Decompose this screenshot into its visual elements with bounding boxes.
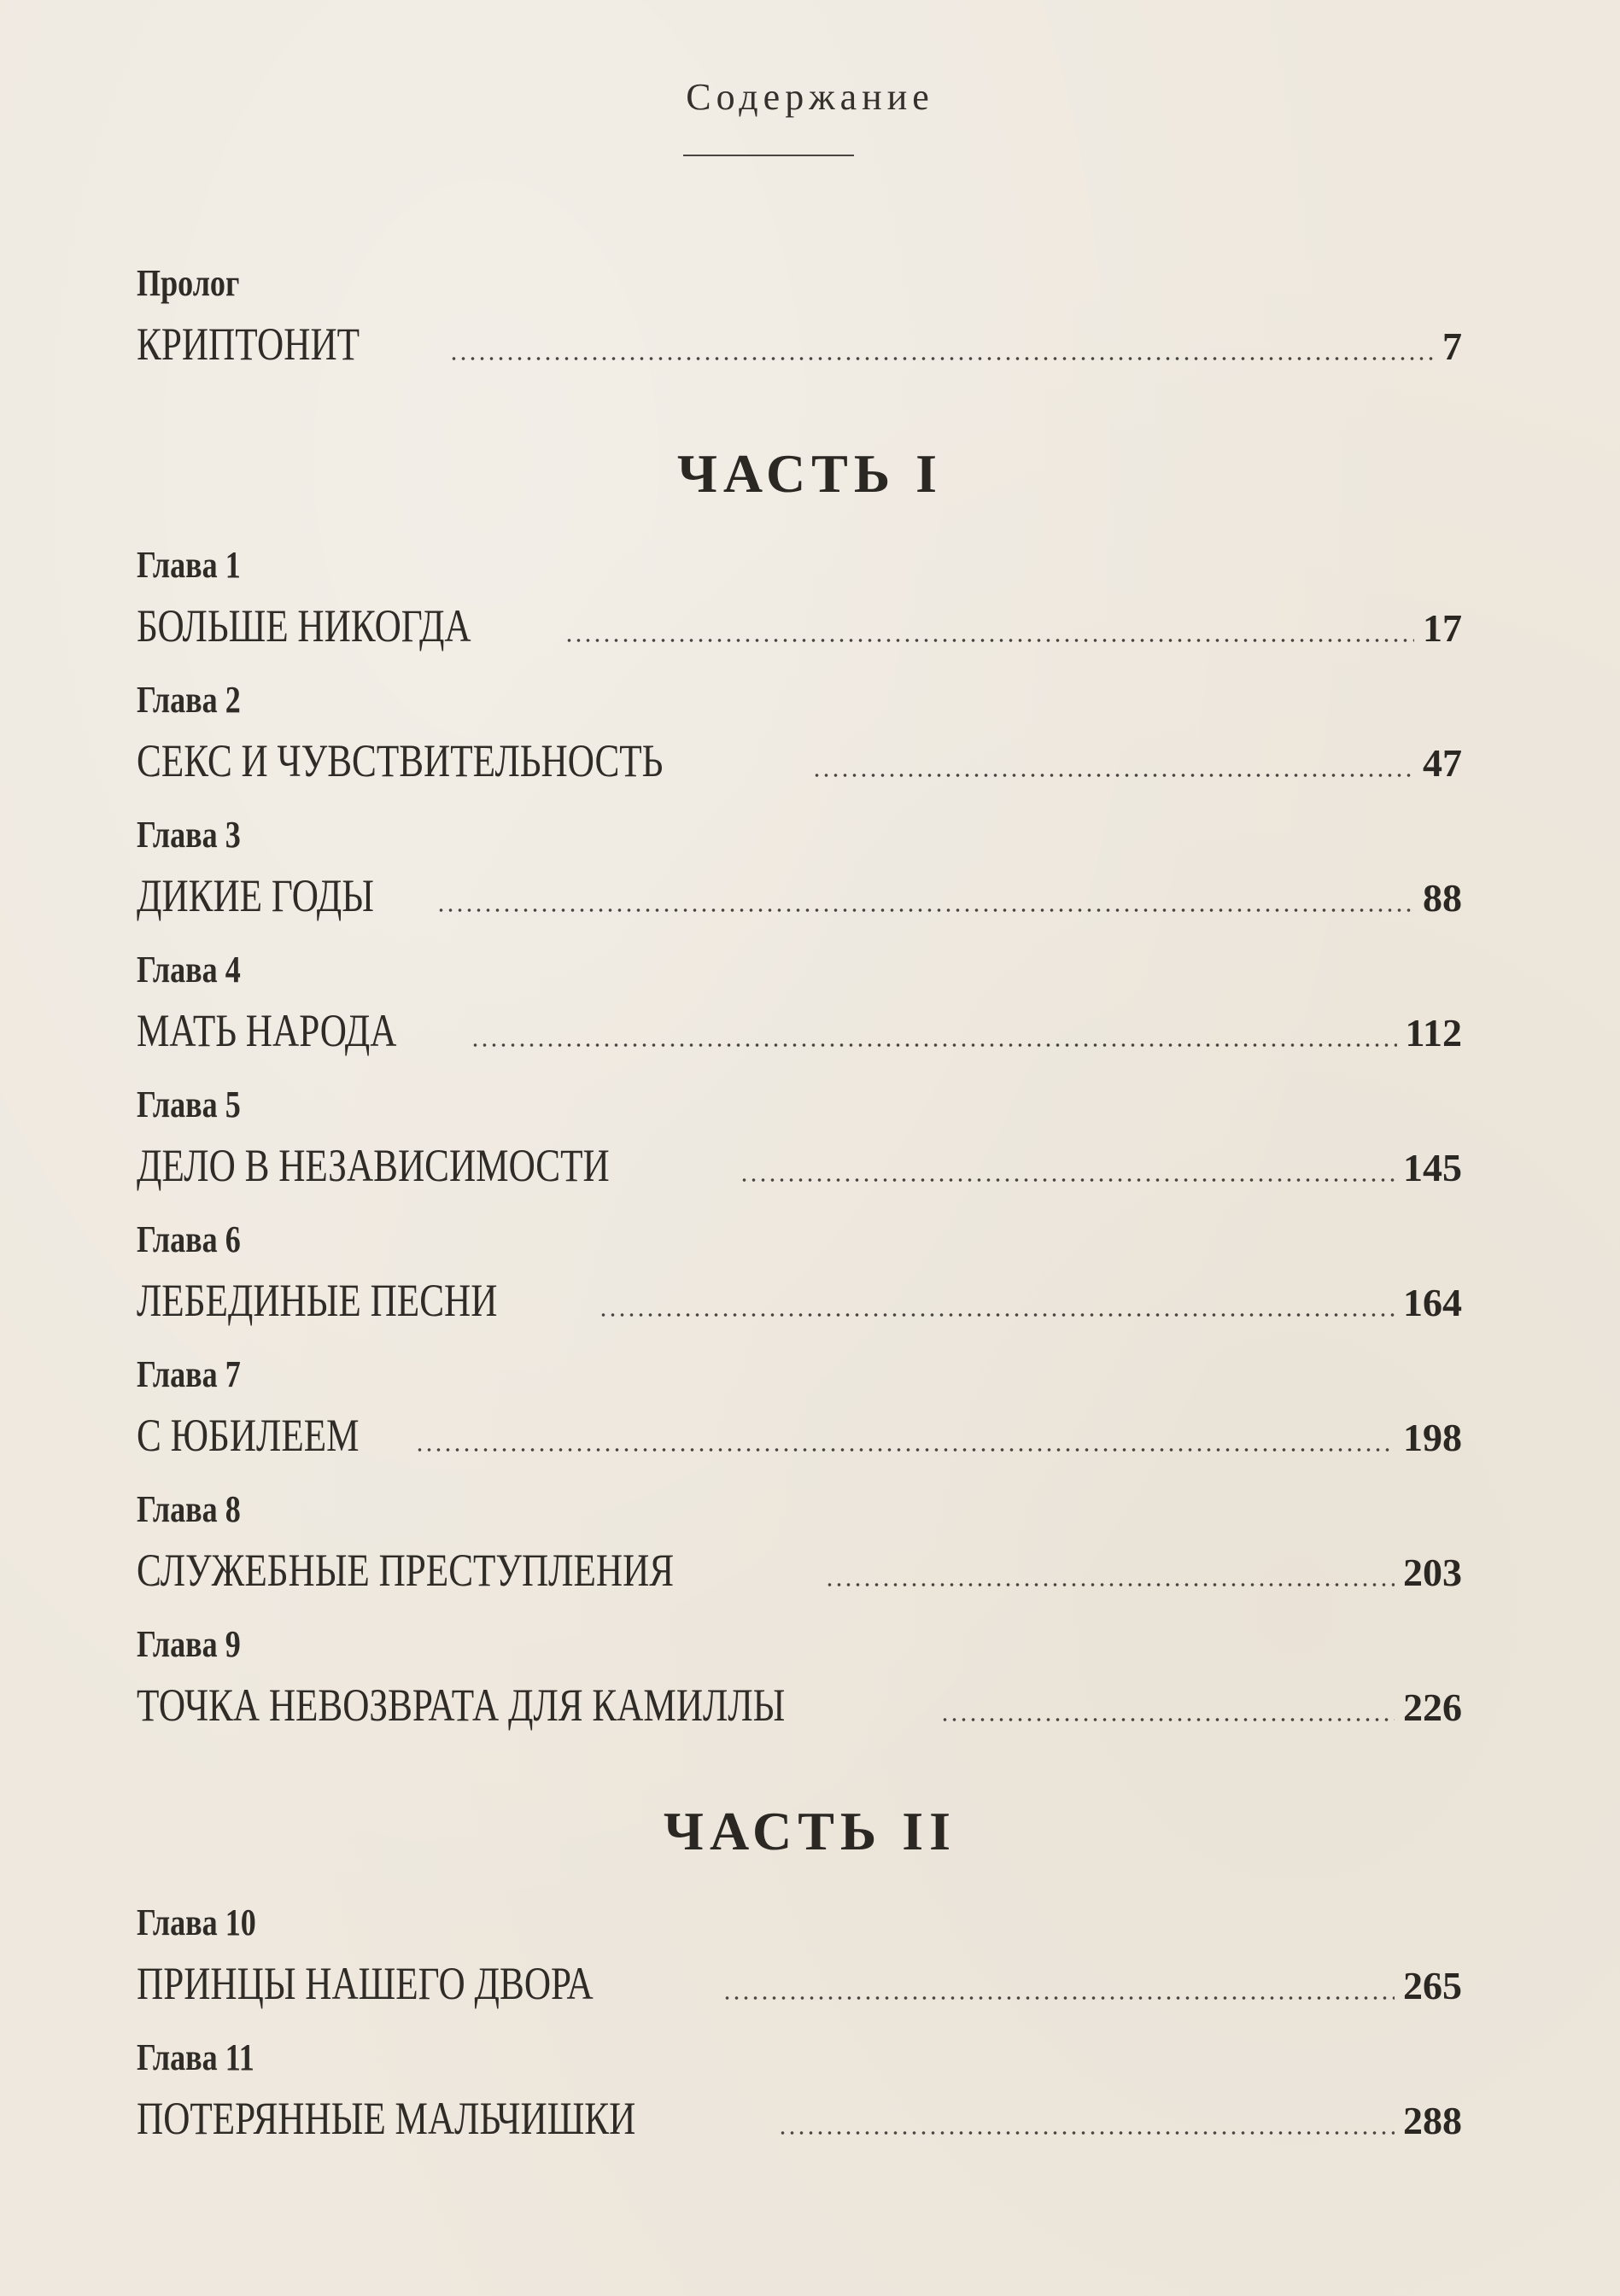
page-number: 17 <box>1423 606 1462 650</box>
entry-title: ДЕЛО В НЕЗАВИСИМОСТИ <box>137 1140 610 1191</box>
entry-label: Глава 3 <box>137 814 241 856</box>
page-number: 88 <box>1423 876 1462 920</box>
part-heading-2: ЧАСТЬ II <box>663 1801 957 1861</box>
entry-title: ПОТЕРЯННЫЕ МАЛЬЧИШКИ <box>137 2093 636 2144</box>
dot-leader <box>812 774 1414 777</box>
page-number: 112 <box>1405 1011 1462 1055</box>
page-number: 226 <box>1403 1685 1462 1729</box>
page-number: 203 <box>1403 1551 1462 1594</box>
entry-title: МАТЬ НАРОДА <box>137 1005 397 1056</box>
entry-title: КРИПТОНИТ <box>137 318 360 370</box>
dot-leader <box>825 1583 1395 1586</box>
dot-leader <box>599 1313 1395 1317</box>
entry-label: Глава 2 <box>137 679 241 721</box>
dot-leader <box>471 1043 1397 1047</box>
page-number: 265 <box>1403 1964 1462 2007</box>
entry-label: Глава 8 <box>137 1488 241 1530</box>
entry-label: Пролог <box>137 262 240 304</box>
entry-title: ЛЕБЕДИНЫЕ ПЕСНИ <box>137 1275 498 1326</box>
dot-leader <box>415 1448 1395 1452</box>
entry-label: Глава 10 <box>137 1902 256 1943</box>
entry-title: БОЛЬШЕ НИКОГДА <box>137 600 471 651</box>
entry-label: Глава 7 <box>137 1353 241 1395</box>
dot-leader <box>564 639 1414 642</box>
entry-title: СЕКС И ЧУВСТВИТЕЛЬНОСТЬ <box>137 735 664 786</box>
entry-title: ДИКИЕ ГОДЫ <box>137 870 374 921</box>
entry-title: С ЮБИЛЕЕМ <box>137 1410 360 1461</box>
dot-leader <box>740 1178 1395 1182</box>
part-heading-1: ЧАСТЬ I <box>676 443 944 504</box>
page-number: 288 <box>1403 2099 1462 2142</box>
page-number: 164 <box>1403 1281 1462 1324</box>
entry-label: Глава 1 <box>137 544 241 586</box>
dot-leader <box>449 357 1434 360</box>
page-number: 47 <box>1423 741 1462 785</box>
entry-title: ТОЧКА НЕВОЗВРАТА ДЛЯ КАМИЛЛЫ <box>137 1680 786 1731</box>
page-number: 198 <box>1403 1416 1462 1459</box>
page-title: Содержание <box>686 76 934 118</box>
title-divider <box>683 155 854 156</box>
dot-leader <box>940 1718 1395 1721</box>
entry-title: ПРИНЦЫ НАШЕГО ДВОРА <box>137 1958 594 2009</box>
page-number: 145 <box>1403 1146 1462 1189</box>
page-number: 7 <box>1442 324 1462 368</box>
entry-label: Глава 4 <box>137 949 241 990</box>
dot-leader <box>722 1996 1395 2000</box>
entry-label: Глава 5 <box>137 1084 241 1125</box>
entry-label: Глава 11 <box>137 2036 254 2078</box>
entry-label: Глава 9 <box>137 1623 241 1665</box>
entry-label: Глава 6 <box>137 1218 241 1260</box>
entry-title: СЛУЖЕБНЫЕ ПРЕСТУПЛЕНИЯ <box>137 1545 675 1596</box>
dot-leader <box>436 908 1414 912</box>
dot-leader <box>778 2131 1395 2135</box>
